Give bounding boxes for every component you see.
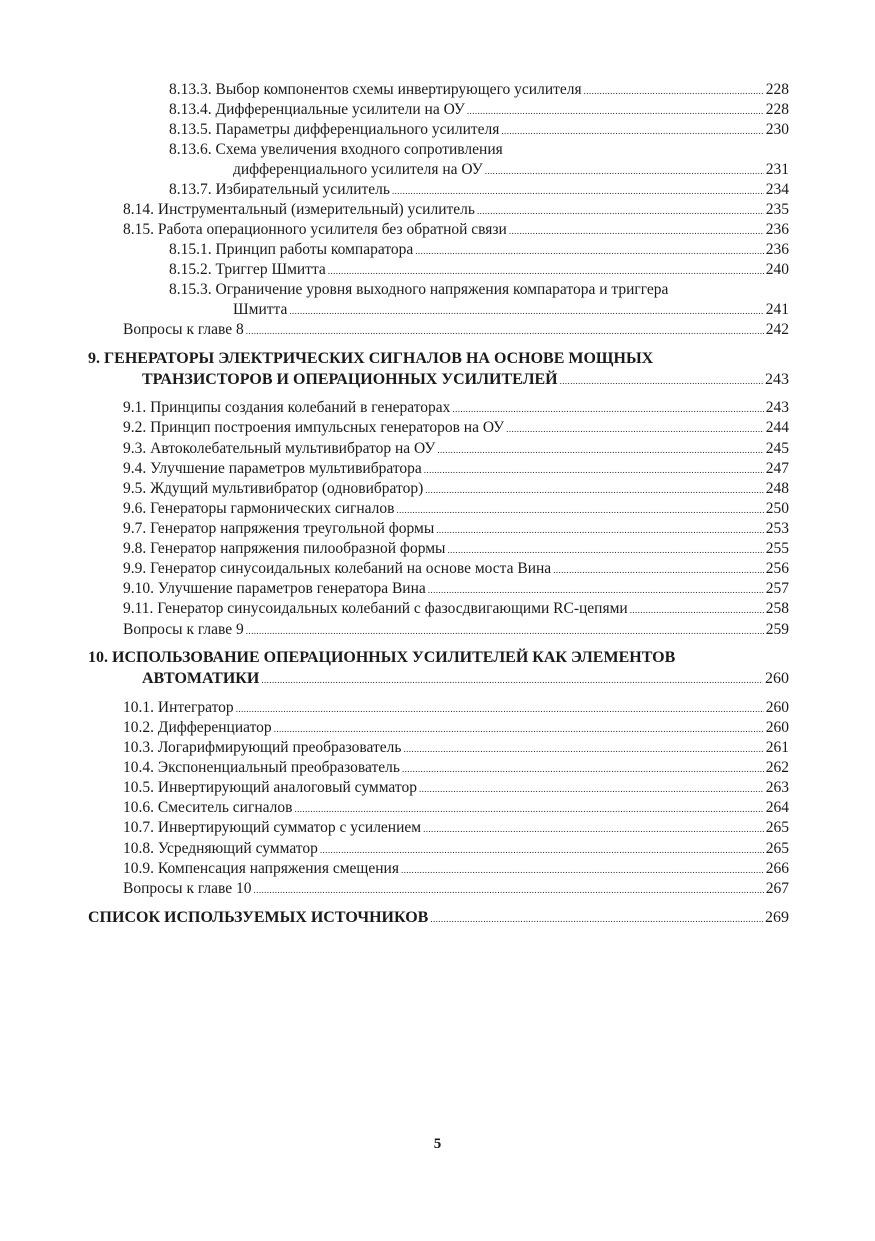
toc-entry-page: 256 [765,560,789,577]
toc-entry-title: 9.9. Генератор синусоидальных колебаний на основе моста Вина [123,560,552,577]
toc-entry-title: 8.15.1. Принцип работы компаратора [169,241,414,258]
toc-entry-page: 234 [765,181,789,198]
toc-entry-page: 228 [765,81,789,98]
toc-entry[interactable] [123,200,789,221]
toc-entry-title: 9.1. Принципы создания колебаний в генераторах [123,399,451,416]
toc-entry-page: 262 [765,759,789,776]
dot-leader [320,840,764,860]
chapter-heading-line1[interactable]: 10. ИСПОЛЬЗОВАНИЕ ОПЕРАЦИОННЫХ УСИЛИТЕЛЕЙ КАК ЭЛЕМЕНТОВ [88,649,676,666]
toc-entry[interactable] [169,240,789,261]
toc-entry-page: 241 [765,301,789,318]
dot-leader [447,540,763,560]
toc-entry[interactable] [123,859,789,880]
toc-entry-title: 8.15.2. Триггер Шмитта [169,261,326,278]
toc-entry-title: Вопросы к главе 8 [123,321,244,338]
dot-leader [403,739,763,759]
chapter-heading[interactable] [142,370,789,391]
dot-leader [509,221,764,241]
toc-entry-title: 9.11. Генератор синусоидальных колебаний с фазосдвигающими RC-цепями [123,600,628,617]
dot-leader [553,560,764,580]
dot-leader [236,699,764,719]
toc-entry[interactable] [233,160,789,181]
toc-entry[interactable] [123,499,789,520]
toc-entry-title: 10.7. Инвертирующий сумматор с усилением [123,819,422,836]
toc-entry-page: 266 [765,860,789,877]
toc-entry[interactable] [123,620,789,641]
toc-entry[interactable] [169,100,789,121]
toc-entry[interactable] [123,479,789,500]
toc-entry-page: 235 [765,201,789,218]
toc-entry-page: 242 [765,321,789,338]
dot-leader [506,419,764,439]
toc-entry-page: 260 [765,699,789,716]
toc-entry[interactable] [169,260,789,281]
toc-entry[interactable] [123,459,789,480]
toc-entry-page: 263 [765,779,789,796]
dot-leader [437,440,763,460]
toc-entry-page: 231 [765,161,789,178]
toc-entry-title: Вопросы к главе 10 [123,880,252,897]
dot-leader [392,181,764,201]
toc-entry-title: 8.14. Инструментальный (измерительный) усилитель [123,201,475,218]
toc-entry-title-line1[interactable]: 8.15.3. Ограничение уровня выходного напряжения компаратора и триггера [169,281,669,298]
toc-entry-page: 260 [765,719,789,736]
toc-entry[interactable] [123,539,789,560]
dot-leader [254,880,764,900]
toc-entry-page: 240 [765,261,789,278]
toc-entry[interactable] [123,839,789,860]
toc-entry[interactable] [233,300,789,321]
toc-entry[interactable] [169,180,789,201]
toc-entry-page: 247 [765,460,789,477]
dot-leader [425,480,764,500]
page-number: 5 [433,1136,442,1152]
toc-entry-page: 267 [765,880,789,897]
toc-entry-page: 257 [765,580,789,597]
toc-entry-page: 253 [765,520,789,537]
toc-entry[interactable] [123,698,789,719]
toc-entry-title: 8.13.4. Дифференциальные усилители на ОУ [169,101,465,118]
toc-entry[interactable] [123,758,789,779]
toc-entry-page: 244 [765,419,789,436]
dot-leader [397,500,764,520]
dot-leader [415,241,763,261]
dot-leader [467,101,764,121]
dot-leader [452,399,763,419]
toc-entry-title: 8.13.7. Избирательный усилитель [169,181,390,198]
toc-entry-page: 236 [765,221,789,238]
toc-entry-title: 9.10. Улучшение параметров генератора Вина [123,580,426,597]
references-heading-page: 269 [765,909,789,926]
toc-entry[interactable] [123,439,789,460]
chapter-heading[interactable] [88,908,789,929]
references-heading-title: СПИСОК ИСПОЛЬЗУЕМЫХ ИСТОЧНИКОВ [88,909,429,926]
dot-leader [501,121,763,141]
toc-entry-title: 8.15. Работа операционного усилителя без обратной связи [123,221,507,238]
toc-entry-page: 255 [765,540,789,557]
toc-entry-title: 10.2. Дифференциатор [123,719,272,736]
toc-entry[interactable] [123,738,789,759]
chapter-heading-title: ТРАНЗИСТОРОВ И ОПЕРАЦИОННЫХ УСИЛИТЕЛЕЙ [142,371,558,388]
toc-entry-title: 8.13.3. Выбор компонентов схемы инвертирующего усилителя [169,81,582,98]
toc-entry-page: 228 [765,101,789,118]
toc-entry[interactable] [123,798,789,819]
dot-leader [436,520,763,540]
toc-entry-page: 248 [765,480,789,497]
toc-entry-title: 10.6. Смеситель сигналов [123,799,293,816]
toc-entry-title: 9.4. Улучшение параметров мультивибратора [123,460,422,477]
toc-entry[interactable] [123,398,789,419]
chapter-heading-title: АВТОМАТИКИ [142,670,260,687]
toc-entry[interactable] [123,599,789,620]
toc-entry-title-line1[interactable]: 8.13.6. Схема увеличения входного сопротивления [169,141,503,158]
toc-entry-page: 250 [765,500,789,517]
dot-leader [246,321,764,341]
dot-leader [477,201,764,221]
toc-entry[interactable] [123,418,789,439]
toc-entry[interactable] [123,778,789,799]
dot-leader [423,819,764,839]
dot-leader [560,371,763,391]
toc-entry-title: 10.5. Инвертирующий аналоговый сумматор [123,779,417,796]
toc-entry-title: Шмитта [233,301,288,318]
toc-entry-page: 264 [765,799,789,816]
toc-entry-title: 8.13.5. Параметры дифференциального усилителя [169,121,500,138]
toc-entry-title: 9.8. Генератор напряжения пилообразной формы [123,540,446,557]
dot-leader [274,719,764,739]
chapter-heading-line1[interactable]: 9. ГЕНЕРАТОРЫ ЭЛЕКТРИЧЕСКИХ СИГНАЛОВ НА ОСНОВЕ МОЩНЫХ [88,350,654,367]
toc-entry-page: 258 [765,600,789,617]
dot-leader [289,301,763,321]
dot-leader [401,860,764,880]
toc-entry-title: 10.4. Экспоненциальный преобразователь [123,759,400,776]
toc-entry[interactable] [123,559,789,580]
toc-entry[interactable] [123,519,789,540]
toc-entry-page: 259 [765,621,789,638]
toc-entry-title: Вопросы к главе 9 [123,621,244,638]
dot-leader [419,779,764,799]
chapter-heading-page: 243 [765,371,789,388]
dot-leader [402,759,764,779]
dot-leader [424,460,764,480]
toc-entry[interactable] [169,80,789,101]
toc-entry[interactable] [123,879,789,900]
toc-entry-page: 230 [765,121,789,138]
toc-entry-title: 9.5. Ждущий мультивибратор (одновибратор) [123,480,424,497]
toc-entry-title: 9.7. Генератор напряжения треугольной формы [123,520,435,537]
dot-leader [430,909,763,929]
chapter-heading[interactable] [142,669,789,690]
toc-entry[interactable] [123,818,789,839]
toc-entry-title: 9.6. Генераторы гармонических сигналов [123,500,395,517]
dot-leader [428,580,764,600]
toc-entry-title: 10.8. Усредняющий сумматор [123,840,318,857]
dot-leader [630,600,764,620]
toc-entry-page: 243 [765,399,789,416]
dot-leader [246,621,764,641]
dot-leader [261,670,763,690]
dot-leader [584,81,764,101]
toc-entry-page: 236 [765,241,789,258]
dot-leader [294,799,763,819]
toc-entry[interactable] [169,120,789,141]
toc-entry-page: 265 [765,819,789,836]
toc-entry-title: 10.9. Компенсация напряжения смещения [123,860,399,877]
toc-entry-page: 261 [765,739,789,756]
toc-entry-title: дифференциального усилителя на ОУ [233,161,483,178]
chapter-heading-page: 260 [765,670,789,687]
toc-entry-title: 9.2. Принцип построения импульсных генераторов на ОУ [123,419,505,436]
toc-entry-title: 10.1. Интегратор [123,699,234,716]
toc-entry-title: 9.3. Автоколебательный мультивибратор на ОУ [123,440,436,457]
toc-entry[interactable] [123,718,789,739]
toc-entry-title: 10.3. Логарифмирующий преобразователь [123,739,402,756]
toc-entry[interactable] [123,579,789,600]
toc-entry-page: 265 [765,840,789,857]
toc-entry[interactable] [123,320,789,341]
dot-leader [485,161,764,181]
toc-entry-page: 245 [765,440,789,457]
toc-entry[interactable] [123,220,789,241]
dot-leader [328,261,764,281]
